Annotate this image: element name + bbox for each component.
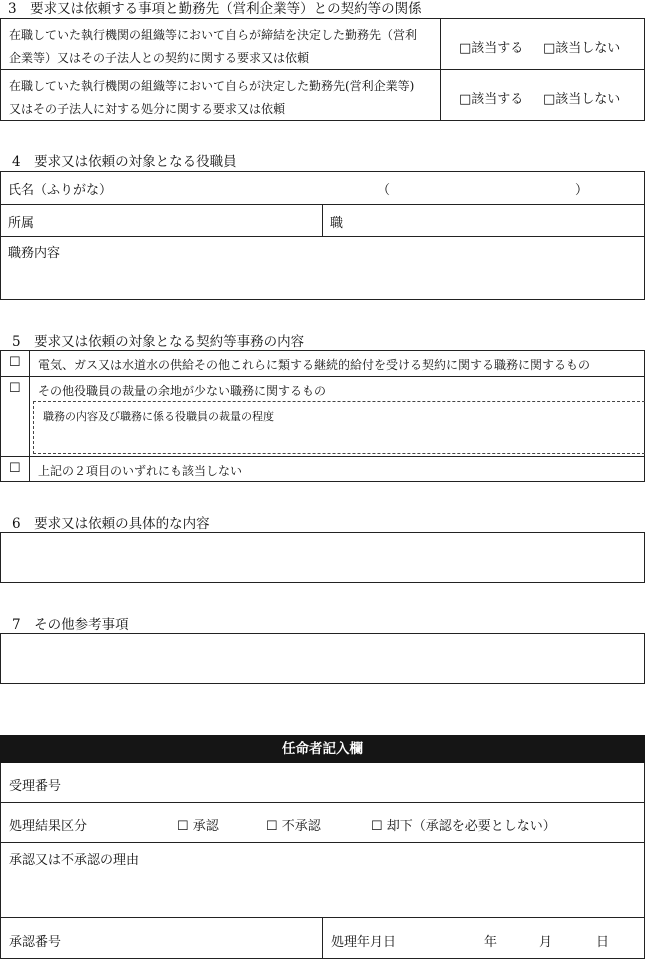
section7-field[interactable]	[0, 633, 645, 684]
section3-row2-text1: 在職していた執行機関の組織等において自らが決定した勤務先(営利企業等)	[9, 79, 415, 93]
item2-checkbox[interactable]: ☐	[9, 381, 21, 396]
section3-row2-text2: 又はその子法人に対する処分に関する要求又は依頼	[9, 102, 286, 116]
process-date-label: 処理年月日	[331, 935, 397, 950]
section5-heading: 5 要求又は依頼の対象となる契約等事務の内容	[12, 334, 305, 350]
approve-checkbox[interactable]: ☐ 承認	[177, 819, 219, 834]
year-label: 年	[484, 935, 498, 950]
item3-checkbox[interactable]: ☐	[9, 461, 21, 476]
duties-label: 職務内容	[8, 246, 61, 261]
duties-field[interactable]	[4, 262, 640, 296]
item2-detail-label: 職務の内容及び職務に係る役職員の裁量の程度	[43, 410, 274, 423]
dismiss-checkbox[interactable]: ☐ 却下（承認を必要としない）	[371, 819, 556, 834]
section3-row1-text2: 企業等）又はその子法人との契約に関する要求又は依頼	[9, 51, 310, 65]
reason-field[interactable]	[4, 868, 640, 914]
name-label: 氏名（ふりがな）	[8, 183, 113, 198]
section3-row2-yes-checkbox[interactable]: □該当する	[459, 92, 524, 107]
reason-label: 承認又は不承認の理由	[9, 853, 140, 868]
position-label: 職	[330, 216, 344, 231]
item3-text: 上記の２項目のいずれにも該当しない	[38, 464, 243, 478]
approval-number-label: 承認番号	[9, 935, 62, 950]
name-paren-close: ）	[575, 183, 589, 198]
approval-number-field[interactable]	[80, 921, 316, 955]
appointer-title: 任命者記入欄	[0, 735, 645, 763]
section3-heading: 3 要求又は依頼する事項と勤務先（営利企業等）との契約等の関係	[8, 1, 422, 17]
item1-text: 電気、ガス又は水道水の供給その他これらに類する継続的給付を受ける契約に関する職務に関するもの	[38, 358, 591, 372]
section3-row1-text1: 在職していた執行機関の組織等において自らが締結を決定した勤務先（営利	[9, 28, 418, 42]
day-label: 日	[596, 935, 610, 950]
item1-checkbox[interactable]: ☐	[9, 355, 21, 370]
receipt-field[interactable]	[90, 766, 640, 800]
item2-text: その他役職員の裁量の余地が少ない職務に関するもの	[38, 384, 327, 398]
dept-field[interactable]	[60, 206, 315, 234]
section4-heading: 4 要求又は依頼の対象となる役職員	[12, 154, 237, 170]
name-field[interactable]	[393, 174, 569, 200]
name-paren-open: （	[377, 183, 391, 198]
result-label: 処理結果区分	[9, 819, 88, 834]
reject-checkbox[interactable]: ☐ 不承認	[266, 819, 321, 834]
section3-row2-no-checkbox[interactable]: □該当しない	[543, 92, 621, 107]
section7-heading: 7 その他参考事項	[12, 617, 129, 633]
receipt-label: 受理番号	[9, 779, 62, 794]
dept-label: 所属	[8, 216, 35, 231]
position-field[interactable]	[360, 206, 638, 234]
section6-heading: 6 要求又は依頼の具体的な内容	[12, 516, 210, 532]
section3-row1-yes-checkbox[interactable]: □該当する	[459, 41, 524, 56]
section3-row1-no-checkbox[interactable]: □該当しない	[543, 41, 621, 56]
month-label: 月	[539, 935, 553, 950]
section6-field[interactable]	[0, 532, 645, 583]
